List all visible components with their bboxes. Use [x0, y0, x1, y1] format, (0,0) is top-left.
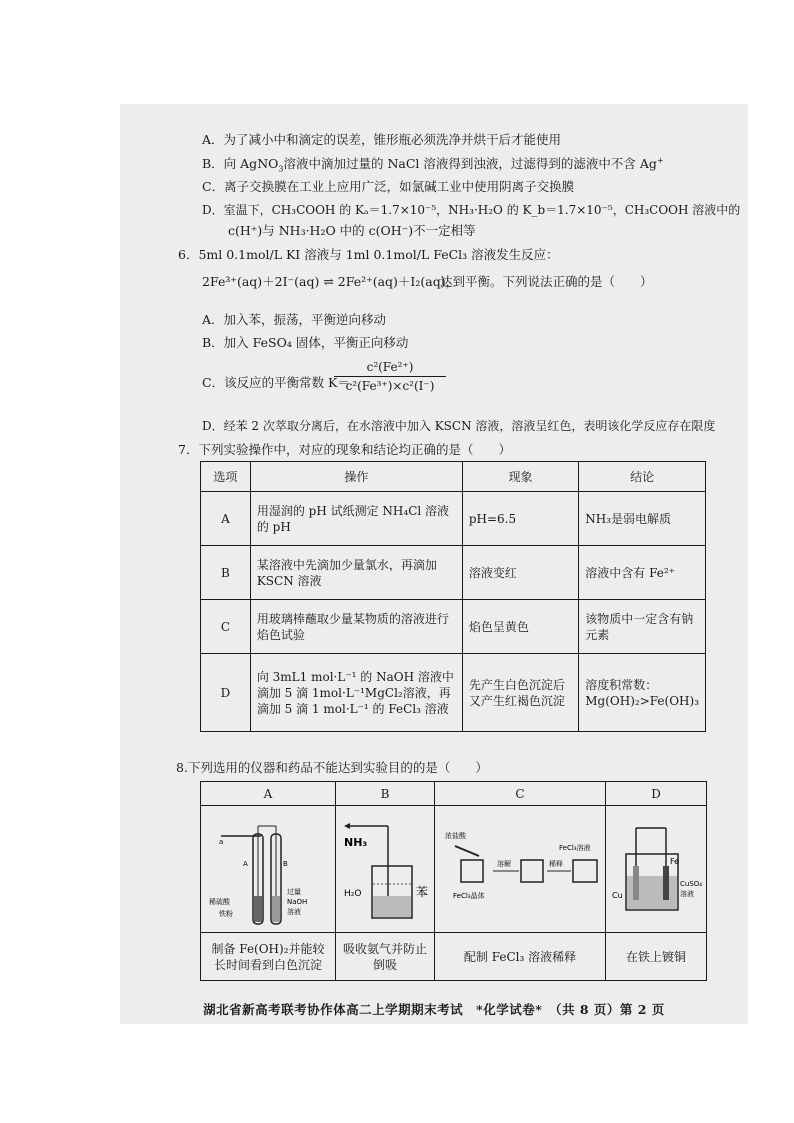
row-conclusion: 溶液中含有 Fe²⁺ [579, 546, 706, 600]
row-operation: 用玻璃棒蘸取少量某物质的溶液进行焰色试验 [250, 600, 462, 654]
label-solution: 溶液 [287, 908, 301, 916]
table-row [201, 654, 706, 732]
apparatus-b-cell [336, 806, 435, 933]
label-iron-powder: 铁粉 [219, 910, 233, 918]
apparatus-c-cell [435, 806, 606, 933]
row-operation: 向 3mL1 mol·L⁻¹ 的 NaOH 溶液中滴加 5 滴 1mol·L⁻¹MgCl₂溶液，再滴加 5 滴 1 mol·L⁻¹ 的 FeCl₃ 溶液 [250, 654, 462, 732]
label-solution-d: 溶液 [680, 890, 694, 898]
table-row [201, 600, 706, 654]
row-phenomenon: 焰色呈黄色 [462, 600, 578, 654]
q7-header-conclusion: 结论 [579, 462, 706, 492]
q8-stem: 8.下列选用的仪器和药品不能达到实验目的的是（ ） [176, 760, 488, 775]
equilibrium-constant-fraction [334, 360, 446, 393]
row-phenomenon: pH=6.5 [462, 492, 578, 546]
row-conclusion: 该物质中一定含有钠元素 [579, 600, 706, 654]
q5-option-b: B．向 AgNO$_3$溶液中滴加过量的 NaCl 溶液得到浊液，过滤得到的滤液中不含 Ag+ [202, 155, 664, 174]
row-option: A [201, 492, 251, 546]
q5-option-a: A．为了减小中和滴定的误差，锥形瓶必须洗净并烘干后才能使用 [202, 132, 562, 147]
label-fe: Fe [670, 857, 680, 866]
label-conc-hcl: 浓盐酸 [445, 832, 466, 840]
q6-equation-tail: 达到平衡。下列说法正确的是（ ） [440, 274, 653, 289]
row-conclusion: NH₃是弱电解质 [579, 492, 706, 546]
fraction-denominator: c²(Fe³⁺)×c²(I⁻) [345, 379, 435, 393]
fraction-bar [334, 376, 446, 377]
apparatus-a-cell [201, 806, 336, 933]
q7-header-phenomenon: 现象 [462, 462, 578, 492]
row-conclusion: 溶度积常数：Mg(OH)₂>Fe(OH)₃ [579, 654, 706, 732]
q8-header-c: C [435, 782, 606, 806]
label-nh3: NH₃ [344, 836, 368, 849]
row-option: C [201, 600, 251, 654]
q6-option-d: D．经苯 2 次萃取分离后，在水溶液中加入 KSCN 溶液，溶液呈红色，表明该化学反应存在限度 [202, 419, 716, 433]
q6-option-c: C．该反应的平衡常数 K＝ [202, 375, 350, 390]
caption-b: 吸收氨气并防止倒吸 [336, 933, 435, 981]
label-sulfuric-acid: 稀硫酸 [209, 898, 230, 906]
q7-header-option: 选项 [201, 462, 251, 492]
row-operation: 某溶液中先滴加少量氯水，再滴加 KSCN 溶液 [250, 546, 462, 600]
label-water: H₂O [344, 889, 362, 899]
fraction-numerator: c²(Fe²⁺) [366, 360, 414, 374]
q5-option-d-line1: D．室温下，CH₃COOH 的 Kₐ＝1.7×10⁻⁵，NH₃·H₂O 的 K_b＝1.7×10⁻⁵，CH₃COOH 溶液中的 [202, 203, 741, 217]
caption-a: 制备 Fe(OH)₂并能较长时间看到白色沉淀 [201, 933, 336, 981]
apparatus-a-diagram [201, 806, 335, 928]
q6-option-b: B．加入 FeSO₄ 固体，平衡正向移动 [202, 335, 409, 350]
label-benzene: 苯 [416, 885, 429, 899]
apparatus-b-diagram [336, 806, 434, 928]
q6-equation: 2Fe³⁺(aq)＋2I⁻(aq) ⇌ 2Fe²⁺(aq)＋I₂(aq)， [202, 274, 459, 289]
q7-header-operation: 操作 [250, 462, 462, 492]
row-phenomenon: 先产生白色沉淀后又产生红褐色沉淀 [462, 654, 578, 732]
caption-d: 在铁上镀铜 [606, 933, 707, 981]
label-dissolve: 溶解 [497, 860, 511, 868]
label-cuso4: CuSO₄ [680, 880, 703, 888]
table-row [201, 492, 706, 546]
q8-header-b: B [336, 782, 435, 806]
apparatus-d-diagram [606, 806, 706, 928]
page-footer: 湖北省新高考联考协作体高二上学期期末考试 *化学试卷* （共 8 页）第 2 页 [203, 1002, 665, 1017]
q5-option-d-line2: c(H⁺)与 NH₃·H₂O 中的 c(OH⁻)不一定相等 [228, 223, 476, 238]
label-tube-b: B [283, 860, 288, 868]
row-option: D [201, 654, 251, 732]
label-excess: 过量 [287, 888, 301, 896]
q8-header-d: D [606, 782, 707, 806]
row-option: B [201, 546, 251, 600]
row-operation: 用湿润的 pH 试纸测定 NH₄Cl 溶液的 pH [250, 492, 462, 546]
label-cu: Cu [612, 891, 623, 900]
row-phenomenon: 溶液变红 [462, 546, 578, 600]
label-naoh: NaOH [287, 898, 308, 906]
q6-option-a: A．加入苯，振荡，平衡逆向移动 [202, 312, 387, 327]
q6-stem: 6．5ml 0.1mol/L KI 溶液与 1ml 0.1mol/L FeCl₃ 溶液发生反应： [178, 247, 559, 262]
q8-table [200, 781, 707, 981]
q7-stem: 7．下列实验操作中，对应的现象和结论均正确的是（ ） [178, 442, 511, 457]
label-fecl3-solution: FeCl₃溶液 [559, 844, 591, 852]
apparatus-c-diagram [435, 806, 605, 928]
label-dilute: 稀释 [549, 860, 563, 868]
q5-option-c: C．离子交换膜在工业上应用广泛，如氯碱工业中使用阴离子交换膜 [202, 179, 575, 194]
caption-c: 配制 FeCl₃ 溶液稀释 [435, 933, 606, 981]
table-row [201, 546, 706, 600]
label-tube-a: A [243, 860, 248, 868]
label-fecl3-crystal: FeCl₃晶体 [453, 892, 485, 900]
q8-header-a: A [201, 782, 336, 806]
q7-table [200, 461, 706, 732]
label-a: a [219, 838, 224, 846]
apparatus-d-cell [606, 806, 707, 933]
